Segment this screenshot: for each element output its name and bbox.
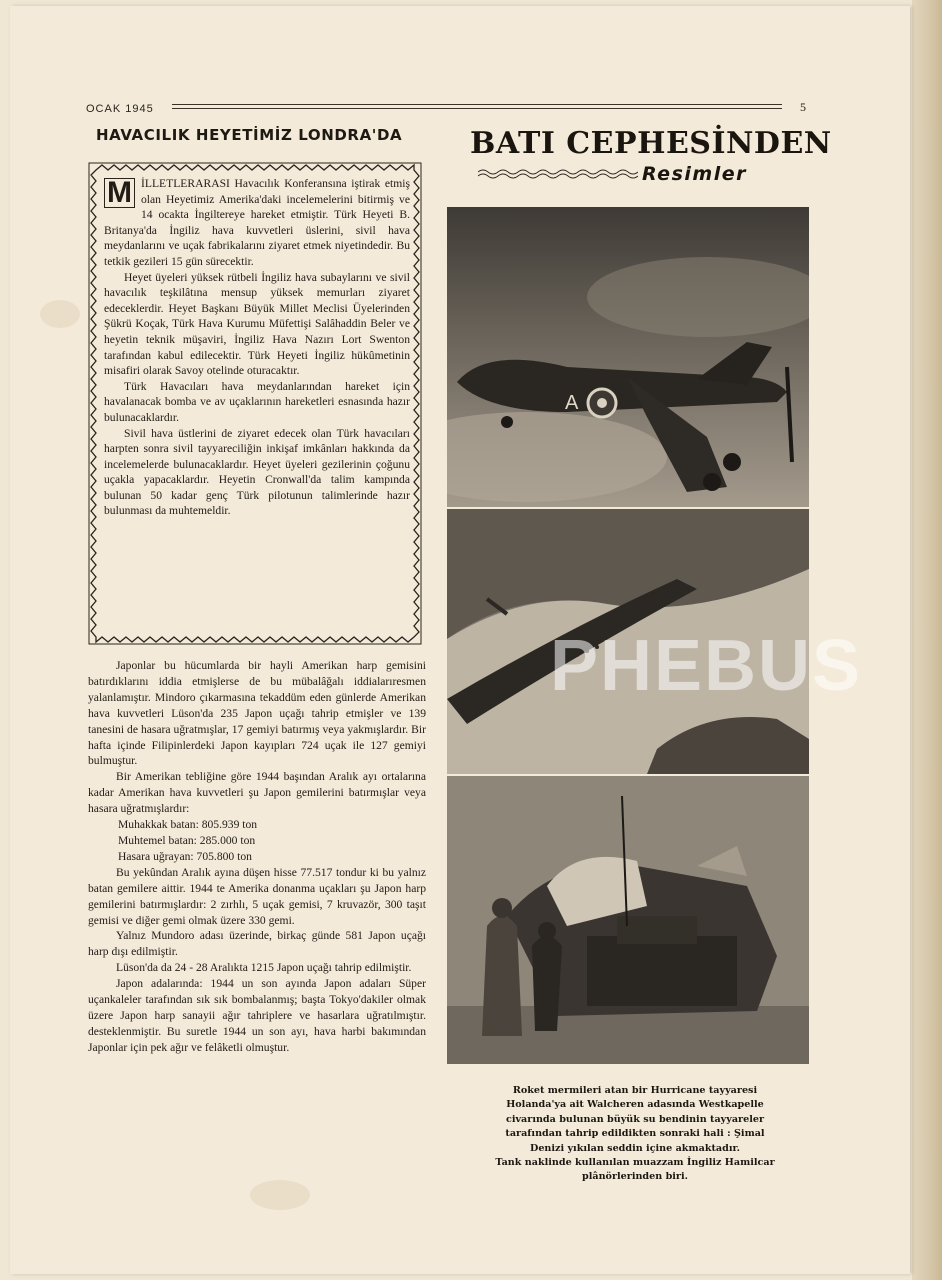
hamilcar-glider-tank-photo: [447, 776, 809, 1064]
paper-stain: [250, 1180, 310, 1210]
photo-caption: [482, 1084, 788, 1185]
hurricane-aircraft-photo: [447, 207, 809, 507]
watermark: PHEBUS: [550, 626, 863, 706]
caption-line: tarafından tahrip edildikten sonraki hali : Şimal: [505, 1128, 765, 1140]
box-paragraph: İLLETLERARASI Havacılık Konferansına iştirak etmiş olan Heyetimiz Amerika'daki incelemelerini bitirmiş ve 14 ocakta İngiltereye hareket etmiştir. Türk Heyeti B. Britanya'da İngiliz hava kuvvetleri üslerini, sivil hava meydanlarını ve uçak fabrikalarını ziyaret etmek niyetindedir. Bu tetkik gezileri 15 gün sürecektir.: [104, 177, 410, 268]
caption-line: Holanda'ya ait Walcheren adasında Westkapelle: [506, 1099, 764, 1111]
caption-line: Denizi yıkılan seddin içine akmaktadır.: [530, 1142, 740, 1154]
body-article-text: [88, 658, 426, 1056]
caption-line: Tank naklinde kullanılan muazzam İngiliz Hamilcar: [495, 1157, 775, 1169]
right-section-subtitle: Resimler: [642, 163, 747, 185]
body-paragraph: Lüson'da da 24 - 28 Aralıkta 1215 Japon uçağı tahrip edilmiştir.: [116, 961, 412, 975]
page-number: 5: [800, 100, 806, 114]
header-rule: [172, 104, 782, 109]
box-paragraph: Heyet üyeleri yüksek rütbeli İngiliz hava subaylarını ve sivil havacılık teşkilâtına mensup yüksek memurları ziyaret edeceklerdir. Heyet Başkanı Büyük Millet Meclisi Üyelerinden Şükrü Koçak, Türk Hava Kurumu Müfettişi Salâhaddin Beler ve heyetin teknik müşaviri, İngiliz Hava Nazırı Lort Swenton tarafından kabul edilecektir. Türk Heyeti İngiliz hükûmetinin misafiri olarak Savoy otelinde oturacaktır.: [104, 270, 410, 378]
box-paragraph: Türk Havacıları hava meydanlarından hareket için havalanacak bomba ve av uçaklarının hareketleri esnasında hazır bulunacaklardır.: [104, 379, 410, 424]
svg-text:A: A: [565, 392, 579, 414]
body-paragraph: Bu yekûndan Aralık ayına düşen hisse 77.517 tondur ki bu yalnız batan gemilere aittir. 1944 te Amerika donanma uçakları şu Japon harp gemilerini batırmışlardır: 2 zırhlı, 5 uçak gemisi, 7 kruvazör, 300 taşıt gemisi ve diğer gemi olmak üzere 330 gemi.: [88, 865, 426, 927]
left-article-title: HAVACILIK HEYETİMİZ LONDRA'DA: [96, 126, 403, 144]
stat-line: Muhakkak batan: 805.939 ton: [118, 818, 258, 832]
drop-cap: M: [104, 178, 135, 208]
issue-date: OCAK 1945: [86, 103, 154, 115]
caption-line: plânörlerinden biri.: [582, 1171, 688, 1183]
right-section-title: BATI CEPHESİNDEN: [470, 126, 832, 161]
caption-line: civarında bulunan büyük su bendinin tayyareler: [505, 1113, 764, 1125]
body-paragraph: Japonlar bu hücumlarda bir hayli Amerikan harp gemisini batırdıklarını iddia etmişlerse de bu mübalâğalı iddialarıresmen yalanlamıştır. Mindoro çıkarmasına tekaddüm eden günlerde Amerikan hava kuvvetleri Lüson'da 235 Japon uçağı tahrip etmişler ve 139 tanesini de hasara uğratmışlar, 17 gemiyi batırmış veya yakmışlardır. Bir hafta içinde Filipinlerdeki Japon kayıpları 724 uçak ile 127 gemiyi bulmuştur.: [88, 659, 426, 768]
box-paragraph: Sivil hava üstlerini de ziyaret edecek olan Türk havacıları harpten sonra sivil tayyareciliğin inkişaf imkânları hakkında da incelemelerde bulunacaklardır. Heyet üyeleri gezilerinin çoğunu uçakla yapacaklardır. Heyetin Cronwall'da talim kampında bulunan 50 kadar genç Türk pilotunun talimlerinde hazır bulunması da muhtemeldir.: [104, 426, 410, 518]
boxed-article-text: [104, 176, 410, 519]
caption-line: Roket mermileri atan bir Hurricane tayyaresi: [512, 1085, 758, 1096]
ornamental-rule: [478, 168, 638, 180]
body-paragraph: Yalnız Mundoro adası üzerinde, birkaç günde 581 Japon uçağı harp dışı edilmiştir.: [88, 929, 426, 959]
paper-stain: [40, 300, 80, 328]
stat-line: Muhtemel batan: 285.000 ton: [118, 833, 256, 847]
body-paragraph: Japon adalarında: 1944 un son ayında Japon adaları Süper uçankaleler tarafından sık sık bombalanmış; başta Tokyo'dakiler olmak üzere Japon harp sanayii ağır tahriplere ve hasarlara uğratılmıştır. desteklenmiştir. Bu suretle 1944 un son ayı, hava harbi bakımından Japonlar için pek ağır ve felâketli olmuştur.: [88, 977, 426, 1054]
body-paragraph: Bir Amerikan tebliğine göre 1944 başından Aralık ayı ortalarına kadar Amerikan hava kuvvetleri şu Japon gemilerini batırmışlar veya hasara uğratmışlardır:: [88, 770, 426, 816]
page-edge: [912, 0, 942, 1280]
stat-line: Hasara uğrayan: 705.800 ton: [118, 849, 252, 863]
